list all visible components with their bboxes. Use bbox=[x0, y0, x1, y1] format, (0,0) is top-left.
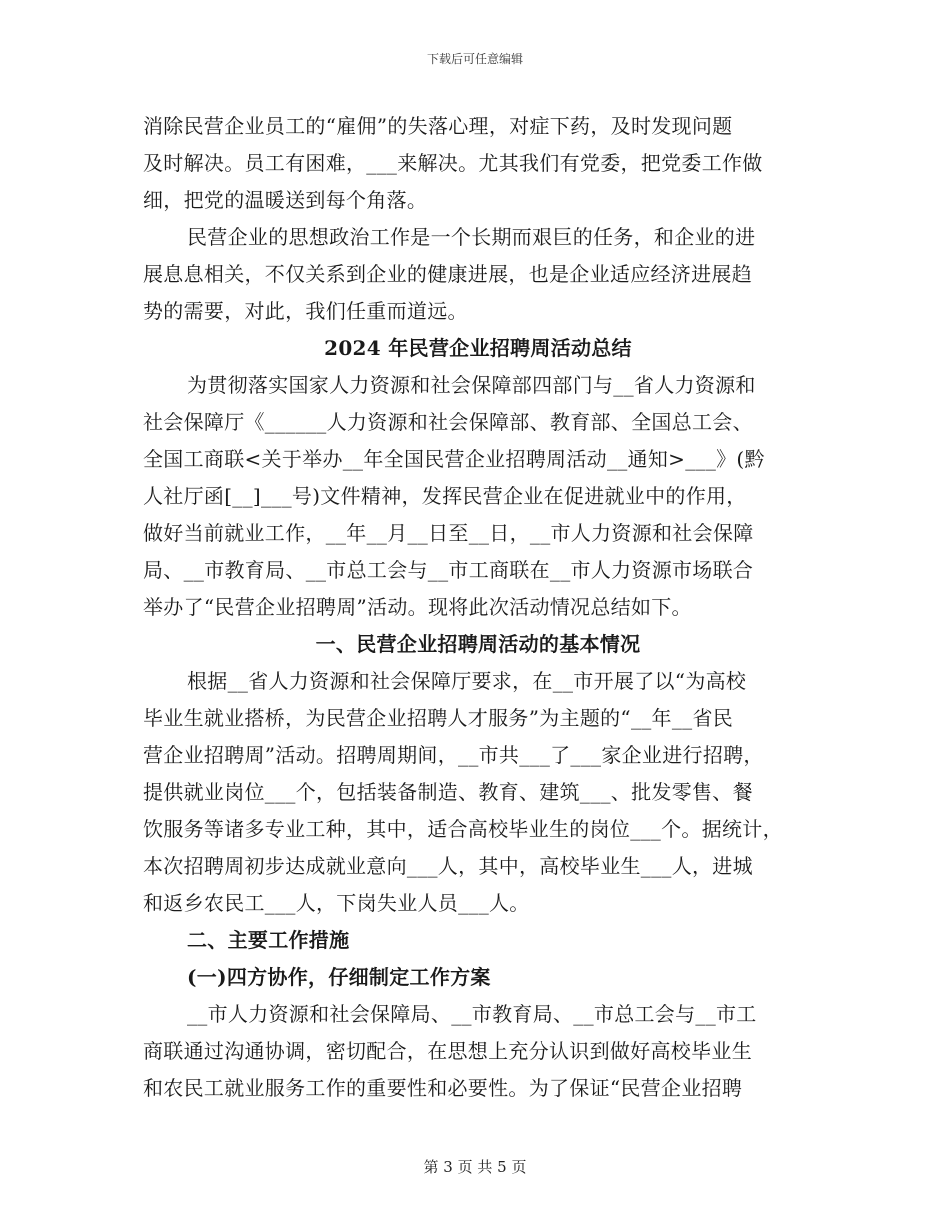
text-line: 本次招聘周初步达成就业意向___人，其中，高校毕业生___人，进城 bbox=[143, 854, 753, 878]
page-header-note: 下载后可任意编辑 bbox=[426, 52, 523, 66]
text-line: __市人力资源和社会保障局、__市教育局、__市总工会与__市工 bbox=[187, 1002, 757, 1026]
text-line: 饮服务等诸多专业工种，其中，适合高校毕业生的岗位___个。据统计， bbox=[143, 817, 783, 841]
heading-3: (一)四方协作，仔细制定工作方案 bbox=[187, 965, 491, 989]
text-line: 为贯彻落实国家人力资源和社会保障部四部门与__省人力资源和 bbox=[187, 373, 756, 397]
text-line: 社会保障厅《______人力资源和社会保障部、教育部、全国总工会、 bbox=[143, 410, 753, 434]
text-line: 提供就业岗位___个，包括装备制造、教育、建筑___、批发零售、餐 bbox=[143, 780, 753, 804]
text-line: 毕业生就业搭桥，为民营企业招聘人才服务”为主题的“__年__省民 bbox=[143, 706, 734, 730]
text-line: 做好当前就业工作，__年__月__日至__日，__市人力资源和社会保障 bbox=[143, 521, 754, 545]
page-footer: 第 3 页 共 5 页 bbox=[423, 1158, 527, 1176]
section-title: 2024 年民营企业招聘周活动总结 bbox=[324, 336, 632, 360]
text-line: 局、__市教育局、__市总工会与__市工商联在__市人力资源市场联合 bbox=[143, 558, 754, 582]
text-line: 和返乡农民工___人，下岗失业人员___人。 bbox=[143, 891, 530, 915]
text-line: 营企业招聘周”活动。招聘周期间，__市共___了___家企业进行招聘， bbox=[143, 743, 764, 767]
text-line: 细，把党的温暖送到每个角落。 bbox=[143, 188, 428, 212]
text-line: 势的需要，对此，我们任重而道远。 bbox=[143, 299, 468, 323]
text-line: 人社厅函[__]___号)文件精神，发挥民营企业在促进就业中的作用， bbox=[143, 484, 747, 508]
text-line: 民营企业的思想政治工作是一个长期而艰巨的任务，和企业的进 bbox=[187, 225, 756, 249]
text-line: 商联通过沟通协调，密切配合，在思想上充分认识到做好高校毕业生 bbox=[143, 1039, 752, 1063]
text-line: 及时解决。员工有困难，___来解决。尤其我们有党委，把党委工作做 bbox=[143, 151, 763, 175]
text-line: 举办了“民营企业招聘周”活动。现将此次活动情况总结如下。 bbox=[143, 595, 692, 619]
text-line: 全国工商联<关于举办__年全国民营企业招聘周活动__通知>___》(黔 bbox=[143, 447, 765, 471]
text-line: 展息息相关，不仅关系到企业的健康进展，也是企业适应经济进展趋 bbox=[143, 262, 752, 286]
document-body bbox=[143, 108, 813, 1107]
heading-2: 二、主要工作措施 bbox=[187, 928, 350, 952]
text-line: 消除民营企业员工的“雇佣”的失落心理，对症下药，及时发现问题 bbox=[143, 114, 733, 138]
text-line: 根据__省人力资源和社会保障厅要求，在__市开展了以“为高校 bbox=[187, 669, 747, 693]
text-line: 和农民工就业服务工作的重要性和必要性。为了保证“民营企业招聘 bbox=[143, 1076, 743, 1100]
heading-1: 一、民营企业招聘周活动的基本情况 bbox=[315, 632, 641, 656]
